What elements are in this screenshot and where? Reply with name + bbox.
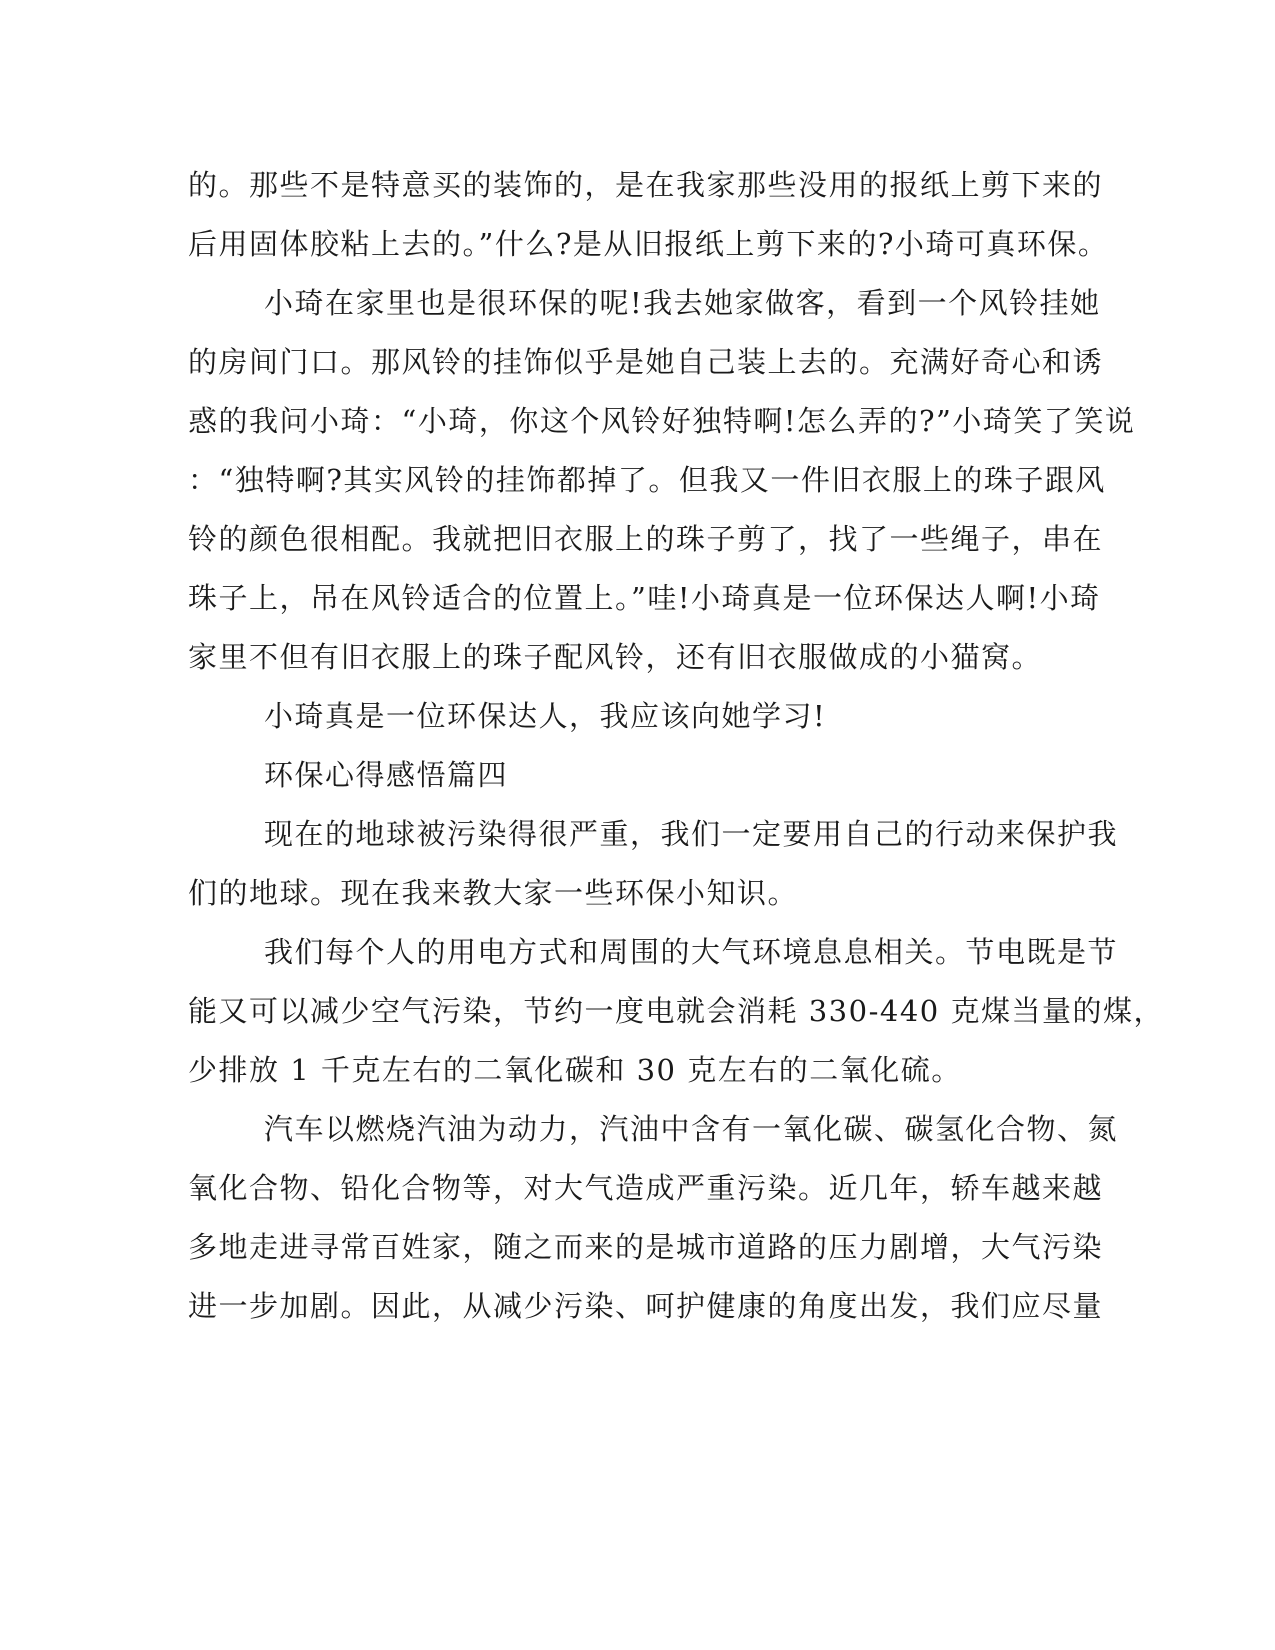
paragraph-start-line: 小琦在家里也是很环保的呢!我去她家做客，看到一个风铃挂她: [264, 286, 1101, 320]
paragraph-start-line: 小琦真是一位环保达人，我应该向她学习!: [264, 699, 827, 733]
text-line: 惑的我问小琦：“小琦，你这个风铃好独特啊!怎么弄的?”小琦笑了笑说: [188, 404, 1136, 438]
text-line: 的。那些不是特意买的装饰的，是在我家那些没用的报纸上剪下来的: [188, 168, 1104, 202]
text-line: 家里不但有旧衣服上的珠子配风铃，还有旧衣服做成的小猫窝。: [188, 640, 1043, 674]
text-line: 多地走进寻常百姓家，随之而来的是城市道路的压力剧增，大气污染: [188, 1230, 1104, 1264]
text-line: 的房间门口。那风铃的挂饰似乎是她自己装上去的。充满好奇心和诱: [188, 345, 1104, 379]
text-line: 铃的颜色很相配。我就把旧衣服上的珠子剪了，找了一些绳子，串在: [188, 522, 1104, 556]
text-line: 氧化合物、铅化合物等，对大气造成严重污染。近几年，轿车越来越: [188, 1171, 1104, 1205]
text-line: 进一步加剧。因此，从减少污染、呵护健康的角度出发，我们应尽量: [188, 1289, 1104, 1323]
paragraph-start-line: 汽车以燃烧汽油为动力，汽油中含有一氧化碳、碳氢化合物、氮: [264, 1112, 1119, 1146]
text-line: ：“独特啊?其实风铃的挂饰都掉了。但我又一件旧衣服上的珠子跟风: [188, 463, 1106, 497]
text-line: 能又可以减少空气污染，节约一度电就会消耗 330-440 克煤当量的煤，: [188, 994, 1164, 1028]
text-line: 们的地球。现在我来教大家一些环保小知识。: [188, 876, 799, 910]
text-line: 珠子上，吊在风铃适合的位置上。”哇!小琦真是一位环保达人啊!小琦: [188, 581, 1101, 615]
paragraph-start-line: 我们每个人的用电方式和周围的大气环境息息相关。节电既是节: [264, 935, 1119, 969]
text-line: 后用固体胶粘上去的。”什么?是从旧报纸上剪下来的?小琦可真环保。: [188, 227, 1109, 261]
paragraph-start-line: 现在的地球被污染得很严重，我们一定要用自己的行动来保护我: [264, 817, 1119, 851]
text-line: 少排放 1 千克左右的二氧化碳和 30 克左右的二氧化硫。: [188, 1053, 962, 1087]
section-heading: 环保心得感悟篇四: [264, 758, 509, 792]
